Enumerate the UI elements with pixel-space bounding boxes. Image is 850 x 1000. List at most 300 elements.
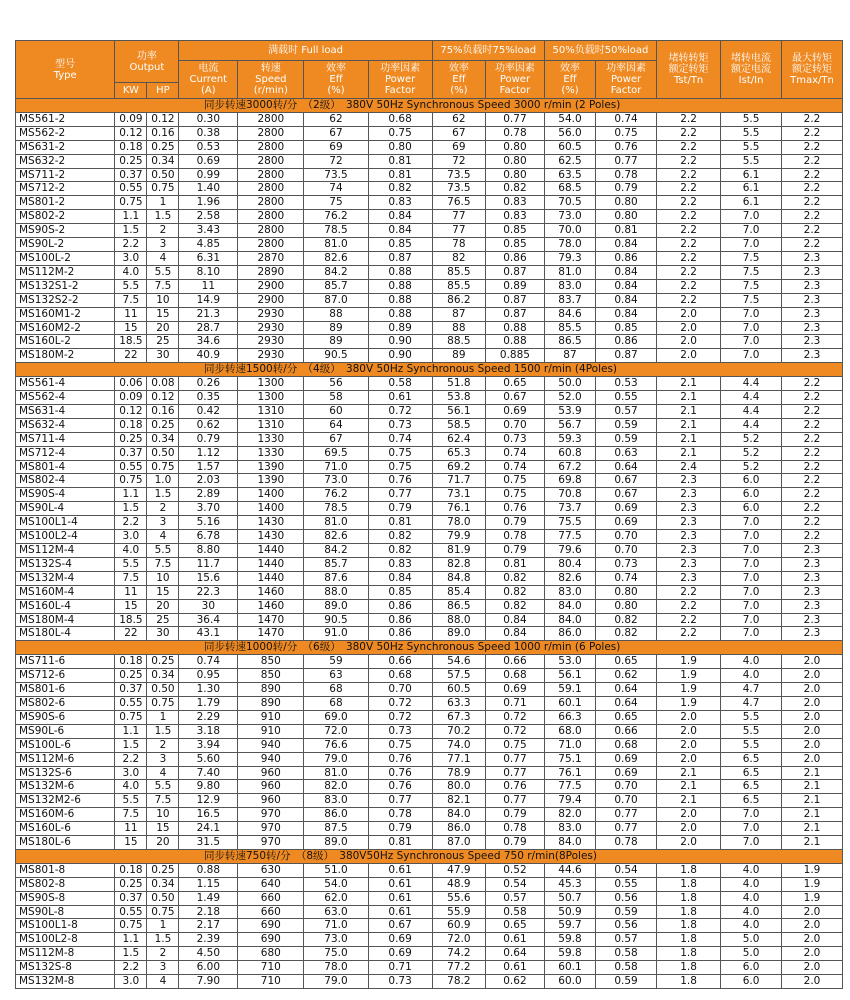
cell-kw: 4.0 bbox=[115, 780, 147, 794]
cell-pf-50: 0.78 bbox=[596, 836, 657, 850]
cell-pf-75: 0.74 bbox=[486, 446, 545, 460]
cell-pf-50: 0.86 bbox=[596, 335, 657, 349]
cell-speed: 680 bbox=[238, 947, 304, 961]
cell-pf-full: 0.73 bbox=[368, 975, 432, 989]
cell-eff-75: 69 bbox=[432, 140, 485, 154]
cell-eff-75: 72 bbox=[432, 154, 485, 168]
cell-pf-50: 0.86 bbox=[596, 251, 657, 265]
cell-current: 4.50 bbox=[179, 947, 238, 961]
cell-tst: 1.9 bbox=[657, 696, 721, 710]
cell-eff-75: 74.2 bbox=[432, 947, 485, 961]
cell-kw: 18.5 bbox=[115, 613, 147, 627]
cell-eff-full: 60 bbox=[304, 404, 368, 418]
cell-eff-75: 78.0 bbox=[432, 516, 485, 530]
cell-ist: 6.5 bbox=[721, 752, 782, 766]
table-row bbox=[16, 460, 843, 474]
cell-pf-50: 0.56 bbox=[596, 919, 657, 933]
cell-eff-full: 71.0 bbox=[304, 919, 368, 933]
cell-kw: 0.18 bbox=[115, 863, 147, 877]
cell-pf-full: 0.68 bbox=[368, 669, 432, 683]
cell-tmax: 2.0 bbox=[782, 947, 843, 961]
cell-speed: 1310 bbox=[238, 418, 304, 432]
cell-current: 7.90 bbox=[179, 975, 238, 989]
cell-hp: 0.50 bbox=[147, 446, 179, 460]
cell-eff-50: 69.8 bbox=[544, 474, 595, 488]
cell-ist: 7.0 bbox=[721, 307, 782, 321]
cell-pf-full: 0.82 bbox=[368, 544, 432, 558]
cell-model: MS112M-4 bbox=[16, 544, 115, 558]
cell-model: MS712-6 bbox=[16, 669, 115, 683]
cell-tmax: 2.2 bbox=[782, 488, 843, 502]
cell-tst: 1.8 bbox=[657, 933, 721, 947]
cell-tmax: 2.2 bbox=[782, 391, 843, 405]
cell-pf-75: 0.86 bbox=[486, 251, 545, 265]
cell-model: MS160L-2 bbox=[16, 335, 115, 349]
cell-tst: 2.1 bbox=[657, 391, 721, 405]
cell-hp: 0.34 bbox=[147, 877, 179, 891]
cell-eff-50: 82.0 bbox=[544, 808, 595, 822]
cell-eff-75: 85.5 bbox=[432, 279, 485, 293]
cell-pf-75: 0.89 bbox=[486, 279, 545, 293]
cell-pf-full: 0.73 bbox=[368, 418, 432, 432]
cell-tst: 2.3 bbox=[657, 530, 721, 544]
cell-hp: 0.34 bbox=[147, 432, 179, 446]
cell-tst: 1.9 bbox=[657, 655, 721, 669]
table-row bbox=[16, 126, 843, 140]
cell-pf-50: 0.84 bbox=[596, 265, 657, 279]
cell-ist: 7.0 bbox=[721, 530, 782, 544]
header-ist: 堵转电流 额定电流 Ist/In bbox=[721, 41, 782, 99]
cell-pf-full: 0.71 bbox=[368, 961, 432, 975]
cell-ist: 5.5 bbox=[721, 140, 782, 154]
cell-hp: 15 bbox=[147, 822, 179, 836]
cell-eff-50: 79.3 bbox=[544, 251, 595, 265]
cell-kw: 0.37 bbox=[115, 446, 147, 460]
cell-pf-75: 0.65 bbox=[486, 919, 545, 933]
cell-eff-full: 88.0 bbox=[304, 585, 368, 599]
cell-hp: 0.25 bbox=[147, 418, 179, 432]
table-row bbox=[16, 488, 843, 502]
cell-speed: 890 bbox=[238, 696, 304, 710]
cell-model: MS180M-4 bbox=[16, 613, 115, 627]
cell-eff-full: 84.2 bbox=[304, 265, 368, 279]
table-row bbox=[16, 182, 843, 196]
cell-model: MS631-2 bbox=[16, 140, 115, 154]
cell-model: MS802-8 bbox=[16, 877, 115, 891]
cell-current: 1.57 bbox=[179, 460, 238, 474]
cell-pf-full: 0.83 bbox=[368, 196, 432, 210]
cell-speed: 890 bbox=[238, 683, 304, 697]
cell-ist: 5.5 bbox=[721, 724, 782, 738]
cell-kw: 11 bbox=[115, 307, 147, 321]
cell-tst: 1.8 bbox=[657, 905, 721, 919]
cell-hp: 5.5 bbox=[147, 780, 179, 794]
cell-eff-75: 80.0 bbox=[432, 780, 485, 794]
cell-eff-full: 84.2 bbox=[304, 544, 368, 558]
cell-hp: 0.16 bbox=[147, 126, 179, 140]
cell-eff-50: 75.5 bbox=[544, 516, 595, 530]
cell-tmax: 2.2 bbox=[782, 168, 843, 182]
cell-pf-full: 0.75 bbox=[368, 460, 432, 474]
table-row bbox=[16, 696, 843, 710]
cell-eff-75: 58.5 bbox=[432, 418, 485, 432]
cell-current: 3.43 bbox=[179, 224, 238, 238]
table-row bbox=[16, 140, 843, 154]
cell-hp: 0.75 bbox=[147, 460, 179, 474]
cell-pf-full: 0.76 bbox=[368, 752, 432, 766]
cell-kw: 5.5 bbox=[115, 279, 147, 293]
cell-pf-75: 0.64 bbox=[486, 947, 545, 961]
cell-pf-full: 0.83 bbox=[368, 557, 432, 571]
cell-model: MS132M-4 bbox=[16, 571, 115, 585]
cell-eff-75: 77.1 bbox=[432, 752, 485, 766]
cell-tmax: 2.0 bbox=[782, 683, 843, 697]
cell-eff-75: 88.5 bbox=[432, 335, 485, 349]
cell-pf-50: 0.64 bbox=[596, 683, 657, 697]
cell-tst: 2.0 bbox=[657, 752, 721, 766]
speed-group-title: 同步转速1500转/分 （4级） 380V 50Hz Synchronous Speed 1500 r/min (4Poles) bbox=[16, 363, 843, 377]
cell-tst: 2.2 bbox=[657, 112, 721, 126]
cell-tst: 2.1 bbox=[657, 432, 721, 446]
cell-pf-75: 0.83 bbox=[486, 210, 545, 224]
cell-pf-50: 0.73 bbox=[596, 557, 657, 571]
cell-pf-50: 0.55 bbox=[596, 391, 657, 405]
cell-hp: 3 bbox=[147, 238, 179, 252]
cell-eff-full: 75 bbox=[304, 196, 368, 210]
cell-tst: 2.2 bbox=[657, 224, 721, 238]
cell-pf-50: 0.77 bbox=[596, 822, 657, 836]
cell-pf-full: 0.88 bbox=[368, 265, 432, 279]
cell-pf-full: 0.75 bbox=[368, 446, 432, 460]
cell-pf-50: 0.69 bbox=[596, 766, 657, 780]
cell-pf-75: 0.72 bbox=[486, 710, 545, 724]
cell-pf-75: 0.70 bbox=[486, 418, 545, 432]
cell-speed: 2890 bbox=[238, 265, 304, 279]
cell-eff-full: 78.5 bbox=[304, 224, 368, 238]
cell-eff-full: 73.0 bbox=[304, 474, 368, 488]
cell-pf-75: 0.65 bbox=[486, 377, 545, 391]
table-row bbox=[16, 418, 843, 432]
cell-eff-50: 60.0 bbox=[544, 975, 595, 989]
cell-eff-75: 69.2 bbox=[432, 460, 485, 474]
cell-eff-75: 86.5 bbox=[432, 599, 485, 613]
cell-eff-75: 81.9 bbox=[432, 544, 485, 558]
cell-pf-full: 0.84 bbox=[368, 571, 432, 585]
cell-tmax: 2.3 bbox=[782, 349, 843, 363]
cell-eff-50: 79.6 bbox=[544, 544, 595, 558]
cell-ist: 7.0 bbox=[721, 571, 782, 585]
cell-pf-50: 0.84 bbox=[596, 279, 657, 293]
cell-speed: 2930 bbox=[238, 335, 304, 349]
cell-ist: 4.7 bbox=[721, 696, 782, 710]
cell-tmax: 2.1 bbox=[782, 766, 843, 780]
cell-pf-50: 0.75 bbox=[596, 126, 657, 140]
cell-pf-75: 0.79 bbox=[486, 544, 545, 558]
cell-eff-full: 79.0 bbox=[304, 975, 368, 989]
table-row bbox=[16, 947, 843, 961]
cell-tmax: 2.0 bbox=[782, 961, 843, 975]
cell-ist: 7.0 bbox=[721, 613, 782, 627]
cell-current: 0.53 bbox=[179, 140, 238, 154]
cell-kw: 0.18 bbox=[115, 655, 147, 669]
cell-eff-full: 69 bbox=[304, 140, 368, 154]
cell-eff-50: 80.4 bbox=[544, 557, 595, 571]
cell-ist: 6.0 bbox=[721, 961, 782, 975]
cell-eff-50: 83.0 bbox=[544, 279, 595, 293]
cell-eff-full: 63 bbox=[304, 669, 368, 683]
cell-eff-50: 59.3 bbox=[544, 432, 595, 446]
cell-eff-full: 67 bbox=[304, 432, 368, 446]
cell-eff-75: 77 bbox=[432, 224, 485, 238]
cell-speed: 2800 bbox=[238, 126, 304, 140]
cell-tmax: 2.2 bbox=[782, 502, 843, 516]
table-row bbox=[16, 877, 843, 891]
header-eff-75: 效率 Eff (%) bbox=[432, 61, 485, 99]
cell-kw: 0.55 bbox=[115, 460, 147, 474]
cell-pf-75: 0.75 bbox=[486, 738, 545, 752]
cell-speed: 1430 bbox=[238, 516, 304, 530]
cell-tmax: 2.2 bbox=[782, 112, 843, 126]
cell-ist: 4.4 bbox=[721, 418, 782, 432]
cell-hp: 1.5 bbox=[147, 724, 179, 738]
cell-pf-75: 0.67 bbox=[486, 391, 545, 405]
cell-pf-50: 0.74 bbox=[596, 571, 657, 585]
cell-pf-full: 0.76 bbox=[368, 766, 432, 780]
cell-pf-50: 0.82 bbox=[596, 627, 657, 641]
cell-eff-75: 77.2 bbox=[432, 961, 485, 975]
cell-pf-75: 0.58 bbox=[486, 905, 545, 919]
cell-eff-full: 67 bbox=[304, 126, 368, 140]
cell-hp: 3 bbox=[147, 961, 179, 975]
cell-tmax: 2.2 bbox=[782, 377, 843, 391]
motor-spec-table bbox=[15, 40, 843, 989]
cell-tmax: 2.2 bbox=[782, 126, 843, 140]
cell-kw: 11 bbox=[115, 822, 147, 836]
cell-pf-50: 0.80 bbox=[596, 599, 657, 613]
cell-tmax: 2.2 bbox=[782, 460, 843, 474]
cell-tmax: 2.3 bbox=[782, 335, 843, 349]
cell-eff-50: 45.3 bbox=[544, 877, 595, 891]
cell-eff-75: 60.9 bbox=[432, 919, 485, 933]
cell-pf-75: 0.85 bbox=[486, 238, 545, 252]
cell-current: 0.35 bbox=[179, 391, 238, 405]
table-row bbox=[16, 474, 843, 488]
cell-pf-75: 0.75 bbox=[486, 474, 545, 488]
cell-hp: 0.34 bbox=[147, 669, 179, 683]
cell-pf-75: 0.84 bbox=[486, 627, 545, 641]
cell-current: 0.38 bbox=[179, 126, 238, 140]
table-row bbox=[16, 961, 843, 975]
cell-kw: 1.1 bbox=[115, 933, 147, 947]
table-row bbox=[16, 321, 843, 335]
cell-ist: 7.5 bbox=[721, 265, 782, 279]
cell-tst: 1.9 bbox=[657, 669, 721, 683]
cell-current: 2.17 bbox=[179, 919, 238, 933]
cell-eff-full: 76.2 bbox=[304, 488, 368, 502]
table-row bbox=[16, 794, 843, 808]
cell-pf-full: 0.61 bbox=[368, 863, 432, 877]
cell-pf-50: 0.59 bbox=[596, 418, 657, 432]
cell-kw: 1.1 bbox=[115, 488, 147, 502]
cell-kw: 1.5 bbox=[115, 738, 147, 752]
cell-pf-full: 0.84 bbox=[368, 224, 432, 238]
cell-current: 0.62 bbox=[179, 418, 238, 432]
cell-model: MS90L-2 bbox=[16, 238, 115, 252]
cell-hp: 0.08 bbox=[147, 377, 179, 391]
cell-tst: 2.2 bbox=[657, 182, 721, 196]
cell-tmax: 2.2 bbox=[782, 530, 843, 544]
cell-pf-50: 0.74 bbox=[596, 112, 657, 126]
cell-hp: 4 bbox=[147, 251, 179, 265]
cell-eff-50: 85.5 bbox=[544, 321, 595, 335]
cell-eff-50: 78.0 bbox=[544, 238, 595, 252]
cell-tmax: 2.3 bbox=[782, 613, 843, 627]
cell-hp: 0.75 bbox=[147, 182, 179, 196]
cell-eff-full: 72.0 bbox=[304, 724, 368, 738]
cell-pf-50: 0.59 bbox=[596, 905, 657, 919]
cell-current: 6.78 bbox=[179, 530, 238, 544]
cell-pf-full: 0.66 bbox=[368, 655, 432, 669]
cell-tst: 1.8 bbox=[657, 961, 721, 975]
cell-speed: 2800 bbox=[238, 112, 304, 126]
cell-speed: 660 bbox=[238, 891, 304, 905]
cell-tst: 2.2 bbox=[657, 599, 721, 613]
cell-speed: 2800 bbox=[238, 238, 304, 252]
cell-speed: 690 bbox=[238, 933, 304, 947]
cell-tmax: 2.2 bbox=[782, 196, 843, 210]
cell-speed: 660 bbox=[238, 905, 304, 919]
cell-model: MS90L-8 bbox=[16, 905, 115, 919]
cell-pf-full: 0.67 bbox=[368, 919, 432, 933]
table-row bbox=[16, 863, 843, 877]
cell-tst: 2.2 bbox=[657, 210, 721, 224]
cell-kw: 0.12 bbox=[115, 404, 147, 418]
cell-current: 40.9 bbox=[179, 349, 238, 363]
cell-model: MS112M-2 bbox=[16, 265, 115, 279]
cell-kw: 0.75 bbox=[115, 919, 147, 933]
cell-speed: 2930 bbox=[238, 349, 304, 363]
cell-kw: 0.09 bbox=[115, 391, 147, 405]
table-row bbox=[16, 335, 843, 349]
cell-model: MS132M-8 bbox=[16, 975, 115, 989]
cell-pf-full: 0.90 bbox=[368, 349, 432, 363]
cell-eff-75: 86.2 bbox=[432, 293, 485, 307]
cell-pf-75: 0.61 bbox=[486, 933, 545, 947]
table-row bbox=[16, 196, 843, 210]
cell-pf-50: 0.65 bbox=[596, 655, 657, 669]
cell-ist: 5.2 bbox=[721, 432, 782, 446]
cell-current: 43.1 bbox=[179, 627, 238, 641]
cell-tmax: 2.0 bbox=[782, 975, 843, 989]
cell-pf-50: 0.84 bbox=[596, 307, 657, 321]
cell-pf-75: 0.80 bbox=[486, 140, 545, 154]
cell-tmax: 1.9 bbox=[782, 863, 843, 877]
cell-model: MS712-4 bbox=[16, 446, 115, 460]
speed-group-header bbox=[16, 641, 843, 655]
cell-pf-50: 0.56 bbox=[596, 891, 657, 905]
cell-eff-50: 66.3 bbox=[544, 710, 595, 724]
cell-tmax: 2.2 bbox=[782, 238, 843, 252]
cell-speed: 1440 bbox=[238, 544, 304, 558]
cell-current: 16.5 bbox=[179, 808, 238, 822]
cell-tmax: 2.2 bbox=[782, 446, 843, 460]
cell-speed: 960 bbox=[238, 794, 304, 808]
cell-ist: 4.4 bbox=[721, 377, 782, 391]
cell-hp: 0.50 bbox=[147, 683, 179, 697]
cell-speed: 2870 bbox=[238, 251, 304, 265]
cell-eff-full: 89 bbox=[304, 335, 368, 349]
cell-kw: 0.75 bbox=[115, 474, 147, 488]
cell-ist: 7.0 bbox=[721, 335, 782, 349]
cell-eff-75: 87.0 bbox=[432, 836, 485, 850]
cell-kw: 5.5 bbox=[115, 557, 147, 571]
cell-ist: 6.0 bbox=[721, 502, 782, 516]
cell-tst: 2.1 bbox=[657, 418, 721, 432]
cell-kw: 1.5 bbox=[115, 224, 147, 238]
cell-eff-75: 57.5 bbox=[432, 669, 485, 683]
cell-pf-50: 0.70 bbox=[596, 530, 657, 544]
cell-pf-full: 0.82 bbox=[368, 530, 432, 544]
cell-tmax: 2.3 bbox=[782, 571, 843, 585]
table-row bbox=[16, 349, 843, 363]
cell-tmax: 2.1 bbox=[782, 822, 843, 836]
cell-current: 1.40 bbox=[179, 182, 238, 196]
cell-tst: 1.8 bbox=[657, 975, 721, 989]
cell-speed: 2800 bbox=[238, 140, 304, 154]
cell-hp: 1 bbox=[147, 196, 179, 210]
cell-current: 2.29 bbox=[179, 710, 238, 724]
cell-pf-50: 0.69 bbox=[596, 516, 657, 530]
cell-current: 1.15 bbox=[179, 877, 238, 891]
cell-eff-full: 89.0 bbox=[304, 836, 368, 850]
cell-speed: 1460 bbox=[238, 585, 304, 599]
cell-model: MS100L-2 bbox=[16, 251, 115, 265]
cell-pf-75: 0.78 bbox=[486, 126, 545, 140]
cell-speed: 1400 bbox=[238, 502, 304, 516]
cell-speed: 2800 bbox=[238, 196, 304, 210]
cell-pf-75: 0.75 bbox=[486, 488, 545, 502]
cell-tmax: 2.2 bbox=[782, 404, 843, 418]
cell-current: 7.40 bbox=[179, 766, 238, 780]
table-row bbox=[16, 446, 843, 460]
cell-pf-75: 0.82 bbox=[486, 599, 545, 613]
cell-eff-full: 88 bbox=[304, 307, 368, 321]
cell-eff-75: 72.0 bbox=[432, 933, 485, 947]
header-full-load: 满载时 Full load bbox=[179, 41, 432, 61]
cell-pf-full: 0.76 bbox=[368, 780, 432, 794]
cell-tst: 2.2 bbox=[657, 126, 721, 140]
cell-pf-full: 0.77 bbox=[368, 488, 432, 502]
cell-pf-75: 0.74 bbox=[486, 460, 545, 474]
cell-pf-75: 0.85 bbox=[486, 224, 545, 238]
cell-kw: 0.75 bbox=[115, 710, 147, 724]
cell-eff-75: 62.4 bbox=[432, 432, 485, 446]
cell-eff-50: 75.1 bbox=[544, 752, 595, 766]
cell-hp: 0.34 bbox=[147, 154, 179, 168]
cell-eff-full: 64 bbox=[304, 418, 368, 432]
cell-eff-75: 85.5 bbox=[432, 265, 485, 279]
cell-hp: 25 bbox=[147, 335, 179, 349]
cell-kw: 15 bbox=[115, 321, 147, 335]
cell-eff-50: 52.0 bbox=[544, 391, 595, 405]
cell-kw: 0.25 bbox=[115, 432, 147, 446]
motor-spec-sheet bbox=[15, 40, 843, 989]
cell-current: 1.49 bbox=[179, 891, 238, 905]
cell-tmax: 2.2 bbox=[782, 224, 843, 238]
cell-model: MS712-2 bbox=[16, 182, 115, 196]
cell-eff-50: 56.7 bbox=[544, 418, 595, 432]
cell-current: 1.79 bbox=[179, 696, 238, 710]
